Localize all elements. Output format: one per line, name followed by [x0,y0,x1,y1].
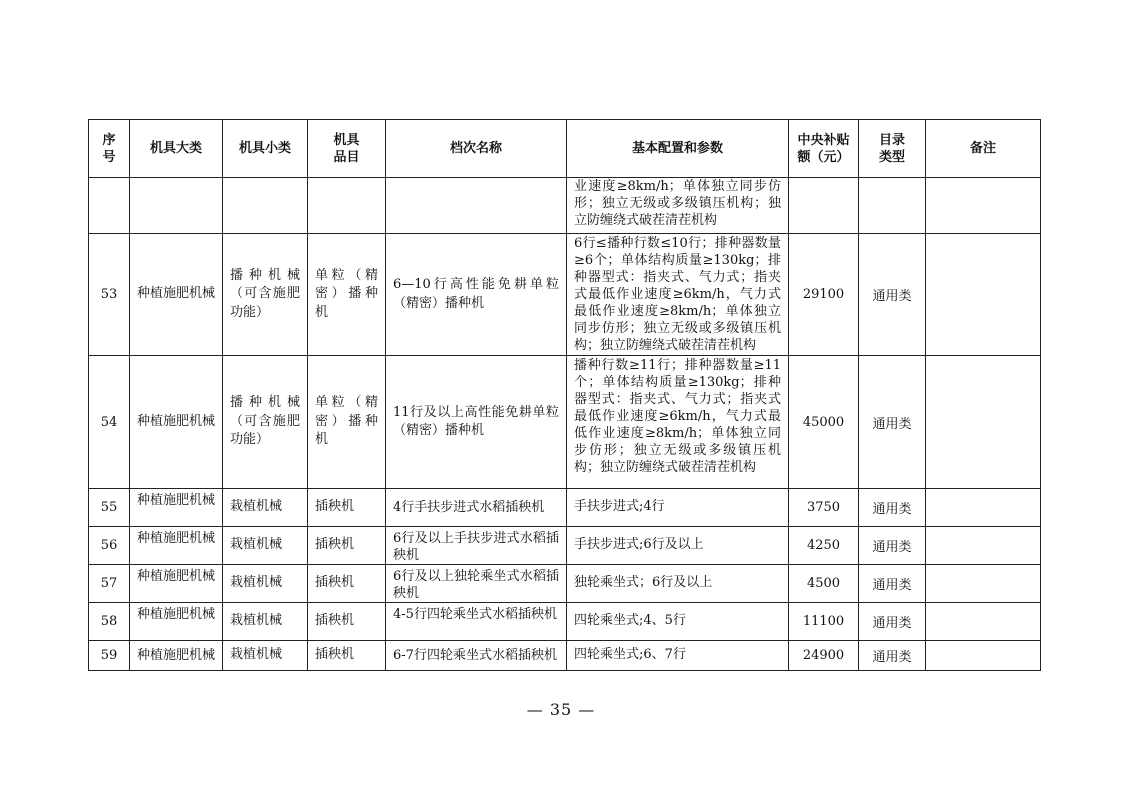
table-row [89,356,1041,489]
header-subsidy: 中央补贴额（元） [789,120,859,178]
cell-catalog: 通用类 [859,489,926,527]
cell-item: 插秧机 [308,565,386,603]
cell-grade: 6行及以上手扶步进式水稻插秧机 [386,527,567,565]
cell-item: 单粒（精密）播种机 [308,356,386,489]
header-category: 机具大类 [130,120,223,178]
cell-config: 四轮乘坐式;4、5行 [567,603,789,641]
cell-subcategory: 播种机械（可含施肥功能） [223,234,308,356]
cell-item: 单粒（精密）播种机 [308,234,386,356]
cell-category: 种植施肥机械 [130,527,223,565]
cell-remark [926,178,1041,234]
cell-catalog: 通用类 [859,234,926,356]
cell-config: 四轮乘坐式;6、7行 [567,641,789,671]
cell-item: 插秧机 [308,489,386,527]
header-catalog: 目录类型 [859,120,926,178]
header-row [89,120,1041,178]
header-remark: 备注 [926,120,1041,178]
cell-subcategory: 栽植机械 [223,603,308,641]
cell-subsidy: 3750 [789,489,859,527]
cell-seq: 58 [89,603,130,641]
cell-subcategory: 栽植机械 [223,489,308,527]
cell-grade: 6—10行高性能免耕单粒（精密）播种机 [386,234,567,356]
cell-subsidy: 45000 [789,356,859,489]
cell-remark [926,527,1041,565]
cell-category: 种植施肥机械 [130,489,223,527]
table-row [89,565,1041,603]
cell-grade: 6行及以上独轮乘坐式水稻插秧机 [386,565,567,603]
cell-grade: 4行手扶步进式水稻插秧机 [386,489,567,527]
table-row [89,527,1041,565]
cell-remark [926,565,1041,603]
cell-grade: 6-7行四轮乘坐式水稻插秧机 [386,641,567,671]
cell-grade [386,178,567,234]
cell-catalog: 通用类 [859,603,926,641]
cell-item [308,178,386,234]
table-row [89,178,1041,234]
cell-subcategory [223,178,308,234]
cell-remark [926,641,1041,671]
cell-config: 业速度≥8km/h；单体独立同步仿形；独立无级或多级镇压机构；独立防缠绕式破茬清茬机构 [567,178,789,234]
cell-subcategory: 播种机械（可含施肥功能） [223,356,308,489]
cell-seq: 54 [89,356,130,489]
cell-config: 6行≤播种行数≤10行；排种器数量≥6个；单体结构质量≥130kg；排种器型式：指夹式、气力式；指夹式最低作业速度≥6km/h，气力式最低作业速度≥8km/h；单体独立同步仿形；独立无级或多级镇压机构；独立防缠绕式破茬清茬机构 [567,234,789,356]
page-number: — 35 — [526,700,596,719]
cell-config: 播种行数≥11行；排种器数量≥11个；单体结构质量≥130kg；排种器型式：指夹式、气力式；指夹式最低作业速度≥6km/h，气力式最低作业速度≥8km/h；单体独立同步仿形；独立无级或多级镇压机构；独立防缠绕式破茬清茬机构 [567,356,789,489]
cell-category: 种植施肥机械 [130,234,223,356]
cell-seq: 56 [89,527,130,565]
header-config: 基本配置和参数 [567,120,789,178]
cell-catalog: 通用类 [859,641,926,671]
cell-item: 插秧机 [308,603,386,641]
cell-grade: 4-5行四轮乘坐式水稻插秧机 [386,603,567,641]
cell-remark [926,489,1041,527]
cell-subsidy: 11100 [789,603,859,641]
cell-seq: 57 [89,565,130,603]
header-grade: 档次名称 [386,120,567,178]
cell-subsidy [789,178,859,234]
table-row [89,489,1041,527]
cell-catalog: 通用类 [859,527,926,565]
cell-subsidy: 24900 [789,641,859,671]
cell-item: 插秧机 [308,527,386,565]
cell-seq [89,178,130,234]
header-seq: 序号 [89,120,130,178]
cell-category: 种植施肥机械 [130,565,223,603]
cell-catalog: 通用类 [859,565,926,603]
cell-category: 种植施肥机械 [130,356,223,489]
cell-catalog [859,178,926,234]
cell-seq: 55 [89,489,130,527]
cell-subsidy: 4250 [789,527,859,565]
header-subcategory: 机具小类 [223,120,308,178]
cell-subcategory: 栽植机械 [223,565,308,603]
subsidy-table [88,119,1041,671]
cell-subcategory: 栽植机械 [223,527,308,565]
cell-item: 插秧机 [308,641,386,671]
cell-config: 独轮乘坐式；6行及以上 [567,565,789,603]
cell-category: 种植施肥机械 [130,641,223,671]
cell-config: 手扶步进式;4行 [567,489,789,527]
cell-subsidy: 29100 [789,234,859,356]
cell-subcategory: 栽植机械 [223,641,308,671]
table-row [89,234,1041,356]
cell-config: 手扶步进式;6行及以上 [567,527,789,565]
cell-remark [926,234,1041,356]
table-row [89,603,1041,641]
cell-category [130,178,223,234]
cell-remark [926,356,1041,489]
cell-seq: 59 [89,641,130,671]
cell-category: 种植施肥机械 [130,603,223,641]
cell-subsidy: 4500 [789,565,859,603]
cell-grade: 11行及以上高性能免耕单粒（精密）播种机 [386,356,567,489]
cell-seq: 53 [89,234,130,356]
table-row [89,641,1041,671]
cell-catalog: 通用类 [859,356,926,489]
cell-remark [926,603,1041,641]
header-item: 机具品目 [308,120,386,178]
